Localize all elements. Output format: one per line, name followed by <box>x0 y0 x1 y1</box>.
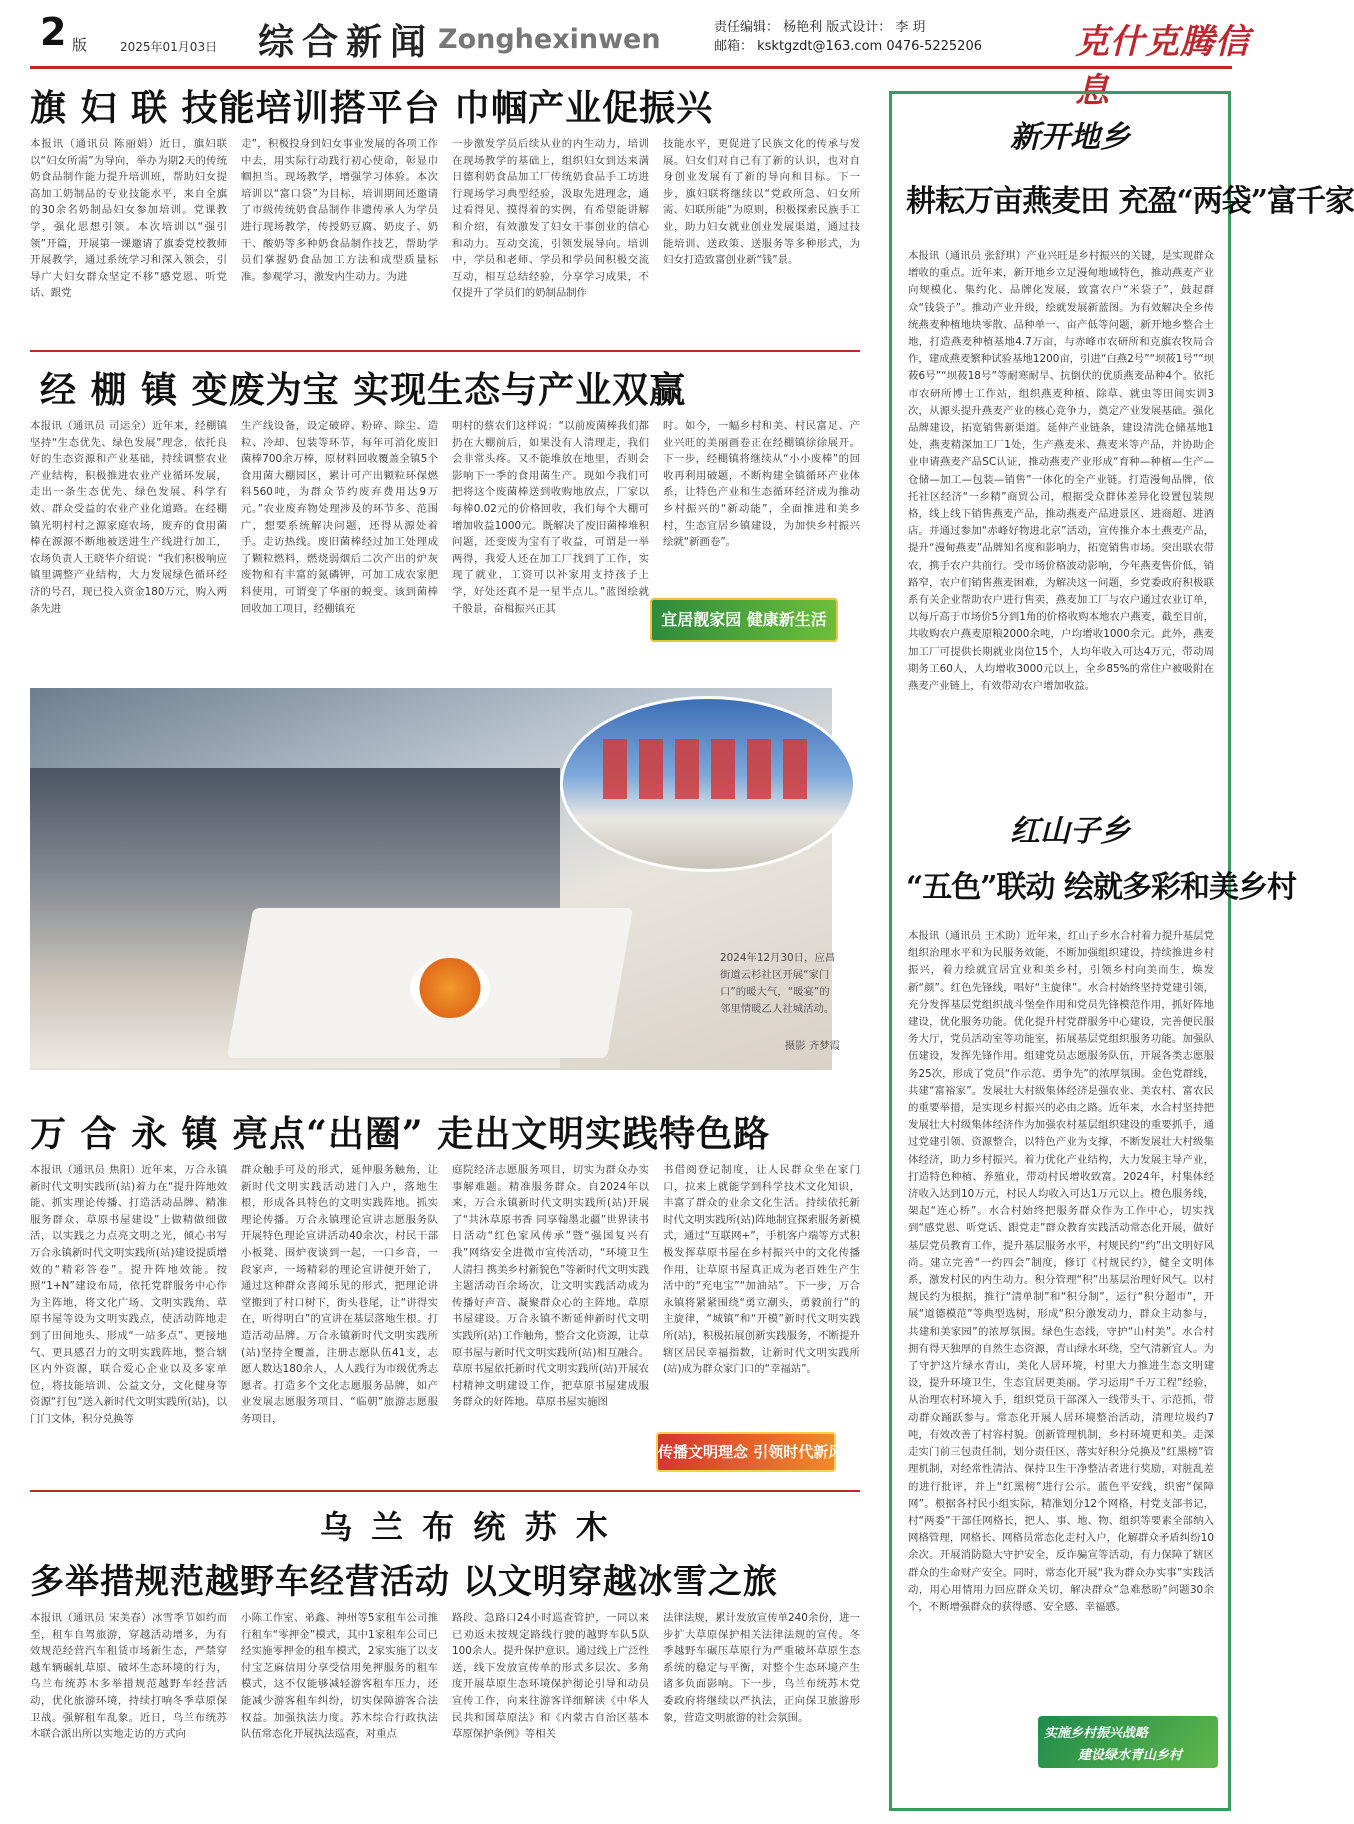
sidebar-kicker2: 红山子乡 <box>1010 814 1130 849</box>
photo-caption <box>720 950 840 1055</box>
newspaper-logo: 克什克腾信息 <box>1075 22 1250 111</box>
article4-col3: 路段、急路口24小时巡查管护，一同以来已劝返未按规定路线行驶的越野车队5队100余人。提升保护意识。通过线上广泛性送，线下发放宣传单的形式多层次、多角度开展草原生态环境保护彻论引导和动员宣传工作，向来往游客详细解读《中华人民共和国草原法》和《内蒙古自治区基本草原保护条例》等相关 <box>452 1612 649 1741</box>
editor-line: 责任编辑： 杨艳利 版式设计： 李 玥 <box>714 20 926 35</box>
article1-col4: 技能水平，更促进了民族文化的传承与发展。妇女们对自己有了新的认识，也对自身创业发展有了新的导向和目标。下一步，旗妇联将继续以“党政所急、妇女所需、妇联所能”为原则，积极探索民族手工业，助力妇女就业创业发展渠道，通过技能培训、送政策、送服务等多种形式，为妇女打造致富创业新“钱”景。 <box>663 138 860 267</box>
article4-col4: 法律法规，累计发放宣传单240余份，进一步扩大草原保护相关法律法规的宣传。冬季越野车碾压草原行为严重破坏草原生态系统的稳定与平衡，对整个生态环境产生诸多负面影响。下一步，乌兰布统苏木党委政府将继续以严执法，正向保卫旅游形象，营造文明旅游的社会氛围。 <box>663 1612 860 1724</box>
sidebar-headline1: 耕耘万亩燕麦田 充盈“两袋”富千家 <box>906 184 1354 219</box>
article4-col1: 本报讯（通讯员 宋美春）冰雪季节如约而至，租车自驾旅游，穿越活动增多，为有效规范经营汽车租赁市场新生态，严禁穿越车辆碾轧草原、破坏生态环境的行为，乌兰布统苏木多举措规范越野车经营活动，优化旅游环境，持续打响冬季草原保卫战。强解租车乱象。近日，乌兰布统苏木联合派出所以实地走访的方式向 <box>30 1612 227 1741</box>
article2-col3: 明村的蔡农们这样说：“以前废菌棒我们都扔在大棚前后，如果没有人清理走，我们会非常头疼。又不能堆放在地里，否则会影响下一季的食用菌生产。现如今我们可把将这个废菌棒送到收购地放点，厂家以每棒0.02元的价格回收，我们每个大棚可增加收益1000元。既解决了废旧菌棒堆积问题，还变废为宝有了收益，可谓是一举两得，我爱人还在加工厂找到了工作，实现了就业，工资可以补家用支持孩子上学，好处还真不是一星半点儿。”蓝图绘就千般景，奋楫振兴正其 <box>452 420 649 615</box>
masthead-divider <box>30 66 1232 69</box>
sidebar-body1: 本报讯（通讯员 张舒琪）产业兴旺是乡村振兴的关键，是实现群众增收的重点。近年来，新开地乡立足漫甸地域特色，推动燕麦产业向规模化、集约化、品牌化发展，致富农户“米袋子”，鼓起群众“钱袋子”。推动产业升级，绘就发展新蓝图。为有效解决全乡传统燕麦种植地块零散、品种单一、亩产低等问题，新开地乡整合土地，打造燕麦种植基地4.7万亩，与赤峰市农研所和克旗农牧局合作，建成燕麦繁种试验基地1200亩，引进“白燕2号”“坝莜1号”“坝莜6号”“坝莜18号”等耐寒耐旱、抗倒伏的优质燕麦品种4个。依托市农研所博士工作站，组织燕麦种植、除草、就虫等田间实训3次，从源头提升燕麦产业的核心竞争力，奠定产业发展基础。强化品牌建设，拓宽销售新渠道。延伸产业链条，建设清洗仓储基地1处，燕麦精深加工厂1处，生产燕麦米、燕麦米等产品，并协助企业申请燕麦产品SC认证，推动燕麦产业形成“育种—种植—生产—仓储—加工—包装—销售”一体化的全产业链。打造漫甸品牌，依托社区经济“一乡精”商贸公司，根据受众群体差异化设置包装规格，线上线下销售燕麦产品，推动燕麦产品进景区、进商超、进酒店。并通过参加“赤峰好物进北京”活动，宣传推介本土燕麦产品，提升“漫甸燕麦”品牌知名度和影响力，拓宽销售市场。突出联农带农，携手农户共前行。受市场价格波动影响，今年燕麦售价低，销路窄，农户们销售燕麦困难，为解决这一问题，乡党委政府积极联系有关企业帮助农户进行售卖，燕麦加工厂与农户通过农业订单，以每斤高于市场价5分到1角的价格收购本地农户燕麦，截至目前，共收购农户燕麦原粮2000余吨，户均增收1000余元。此外，燕麦加工厂可提供长期就业岗位15个，人均年收入可达4万元，带动周期务工60人，人均增收3000元以上，全乡85%的常住户被吸附在燕麦产业链上，有效带动农户增加收益。 <box>908 250 1214 693</box>
article2-headline: 经 棚 镇 变废为宝 实现生态与产业双赢 <box>40 369 687 411</box>
article-divider <box>30 1490 860 1492</box>
photo-inset-oval <box>560 696 856 872</box>
inset-red-certificates <box>603 739 813 799</box>
article4-headline: 多举措规范越野车经营活动 以文明穿越冰雪之旅 <box>30 1562 778 1602</box>
sidebar-badge-line1: 实施乡村振兴战略 <box>1044 1726 1149 1741</box>
sidebar-headline2: “五色”联动 绘就多彩和美乡村 <box>906 870 1296 905</box>
article2-col1: 本报讯（通讯员 司运全）近年来，经棚镇坚持“生态优先、绿色发展”理念，依托良好的生态资源和产业基础，持续调整农业产业结构，积极推进农业产业循环发展，走出一条生态优先、绿色发展、科学有效、群众受益的农业产业化道路。在经棚镇光明村村之源家庭农场，废弃的食用菌棒在源源不断地被送进生产线进行加工，农场负责人王晓华介绍说：“我们积极响应镇里调整产业结构，大力发展绿色循环经济的号召，现已投入资金180万元，购入两条先进 <box>30 420 227 615</box>
page-unit: 版 <box>72 36 88 54</box>
sidebar-body2: 本报讯（通讯员 王术助）近年来，红山子乡水合村着力提升基层党组织治理水平和为民服务效能，不断加强组织建设，持续推进乡村振兴，着力绘就宜居宜业和美乡村，引领乡村向美而生，焕发新“颜”。红色先锋线，唱好“主旋律”。水合村始终坚持党建引领，充分发挥基层党组织战斗堡垒作用和党员先锋模范作用，抓好阵地建设，优化服务功能。优化提升村党群服务中心建设，完善便民服务大厅，党员活动室等功能室，拓展基层党组织服务功能。加强队伍建设，发挥先锋作用。组建党员志愿服务队伍，开展各类志愿服务25次，形成了党员“作示范、勇争先”的浓厚氛围。金色党群线，共建“富裕家”。发展壮大村级集体经济是强农业、美农村、富农民的重要举措，是实现乡村振兴的必由之路。近年来，水合村坚持把发展壮大村级集体经济作为加强农村基层组织建设的重要抓手，通过党建引领、资源整合，以特色产业为支撑，不断发展壮大村级集体经济，助力乡村振兴。着力优化产业结构，大力发展主导产业，打造特色种植、养殖业，带动村民增收致富。2024年，村集体经济收入达到10万元，村民人均收入可达1万元以上。橙色服务线，架起“连心桥”。水合村始终把服务群众作为工作中心，切实找到“感党恩、听党话、跟党走”群众教育实践活动常态化开展，做好基层党员教育工作，提升基层服务水平，村规民约“约”出文明好风尚。建立完善“一约四会”制度，修订《村规民约》，健全文明体系，激发村民的内生动力。积分管理“积”出基层治理好风气。以村规民约为根据，推行“清单制”和“积分制”，运行“积分超市”，开展“道德模范”等典型选树，形成“积分激发动力，群众主动参与，共建和美家园”的浓厚氛围。绿色生态线，守护“山村美”。水合村拥有得天独厚的自然生态资源，青山绿水环绕，空气清新宜人。为了守护这片绿水青山，美化人居环境，村里大力推进生态文明建设，提升环境卫生，生态宜居更美丽。学习运用“千万工程”经验，从治理农村环境入手，组织党员干部深入一线带头干、示范抓，带动群众踊跃参与。常态化开展人居环境整治活动，清理垃圾约7吨，有效改善了村容村貌。创新管理机制，乡村环境更和美。走深走实门前三包责任制，划分责任区，落实好积分兑换及“红黑榜”管理机制，对经常性清洁、保持卫生干净整洁者进行奖励，对脏乱差的进行批评，并上“红黑榜”进行公示。蓝色平安线，织密“保障网”。根据各村民小组实际，精准划分12个网格，村党支部书记，村“两委”干部任网格长，把人、事、地、物、组织等要素全部纳入网格管理，网格长、网格员常态化走村入户，化解群众矛盾纠纷10余次。开展消防隐大守护安全，反诈骗宣等活动，有力保障了辖区群众的生命财产安全。同时，常态化开展“我为群众办实事”实践活动，用心用情用力回应群众关切，解决群众“急难愁盼”问题30余个，不断增强群众的获得感、安全感、幸福感。 <box>908 930 1214 1613</box>
article4-headline-kicker: 乌 兰 布 统 苏 木 <box>320 1508 612 1546</box>
sidebar-kicker1: 新开地乡 <box>1010 120 1130 155</box>
article3-col4: 书借阅登记制度，让人民群众坐在家门口，拉来上就能学到科学技术文化知识，丰富了群众的业余文化生活。持续依托新时代文明实践所(站)阵地制宜探索服务新模式，通过“互联网+”，手机客户端等方式积极发挥草原书屋在乡村振兴中的文化传播作用，让草原书屋真正成为老百姓生产生活中的“充电宝”“加油站”。下一步，万合永镇将紧紧围绕“勇立潮头，勇毅前行”的主旋律，“城镇”和“开模”新时代文明实践所(站)，积极拓展创新实践服务，不断提升辖区居民幸福指数，让新时代文明实践所(站)成为群众家门口的“幸福站”。 <box>663 1164 860 1376</box>
sidebar-slogan-badge <box>1038 1716 1218 1768</box>
sidebar-badge-line2: 建设绿水青山乡村 <box>1078 1748 1183 1763</box>
email-line: 邮箱： ksktgzdt@163.com 0476-5225206 <box>714 39 982 54</box>
article-divider <box>30 350 860 352</box>
news-photo <box>30 688 840 1070</box>
article1-col3: 一步激发学员后续从业的内生动力，培训在现场教学的基础上，组织妇女到达来满日德利奶食品加工厂传统奶食品手工坊进行现场学习典型经验，汲取先进理念，通过看得见、摸得着的实例，有希望能讲解和介绍，有效激发了妇女干事创业的信心和动力。互动交流，引领发展导向。培训中，学员和老师、学员和学员间积极交流互动，相互总结经验，分享学习成果，不仅提升了学员们的奶制品制作 <box>452 138 649 300</box>
article3-headline: 万 合 永 镇 亮点“出圈” 走出文明实践特色路 <box>30 1113 771 1155</box>
article3-col3: 庭院经济志愿服务项目，切实为群众办实事解难题。精准服务群众。自2024年以来，万合永镇新时代文明实践所(站)开展了“共沐草原书香 同享翰墨北疆”世界读书日活动“红色家风传承”暨“强国复兴有我”网络安全进微市宣传活动，“环境卫生人清扫 携美乡村新貌色”等新时代文明实践主题活动百余场次，让文明实践活动成为传播好声音、凝聚群众心的主阵地。草原书屋建设。万合永镇不断延伸新时代文明实践所(站)工作触角，整合文化资源，让草原书屋与新时代文明实践所(站)相互融合。草原书屋依托新时代文明实践所(站)开展农村精神文明建设工作，把草原书屋建成服务群众的好阵地。草原书屋实施图 <box>452 1164 649 1409</box>
article2-col2: 生产线设备，设定破碎、粉碎、除尘、造粒、冷却、包装等环节，每年可消化废旧菌棒700余万棒，原材料回收覆盖全镇5个食用菌大棚园区，累计可产出颗粒环保燃料560吨，为群众节约废弃费用达9万元。”农业废弃物处理涉及的环节多、范围广，想要系统解决问题，还得从源处着手。走访热线。废旧菌棒经过加工处理成了颗粒燃料，燃烧弱烟后二次产出的炉灰废物和有丰富的氮磷钾，可加工成农家肥料使用，可谓变了华丽的蜕变。该到菌棒回收加工项目，经棚镇充 <box>241 420 438 615</box>
article3-col1: 本报讯（通讯员 焦阳）近年来，万合永镇新时代文明实践所(站)着力在“提升阵地效能、抓实理论传播、打造活动品牌、精准服务群众、草原书屋建设”上做精做细做活，以实践之力点亮文明之光，倾心书写万合永镇新时代文明实践所(站)建设提质增效的“精彩答卷”。提升阵地效能。按照“1+N”建设布局，依托党群服务中心作为主阵地，将文化广场、文明实践角、草原书屋等设为文明实践点，使活动阵地走到了田间地头、形成“一站多点”、更接地气、更具感召力的文明实践阵地，整合辖区内外资源，联合爱心企业以及多家单位，将技能培训、公益文分，文化健身等资源“打包”送入新时代文明实践所(站)，以门门文体，积分兑换等 <box>30 1164 227 1425</box>
article1-col1: 本报讯（通讯员 陈丽娟）近日，旗妇联以“妇女所需”为导向，举办为期2天的传统奶食品制作能力提升培训班，帮助妇女提高加工奶制品的专业技能水平，来自全旗的30余名奶制品妇女参加培训。党课教学，强化思想引领。本次培训以“强引领”开篇，开展第一课邀请了旗委党校教师开展教学，通过系统学习和深入领会，引导广大妇女群众坚定不移”感党恩、听党话、跟党 <box>30 138 227 300</box>
article2-col4: 时。如今，一幅乡村和美、村民富足、产业兴旺的美丽画卷正在经棚镇徐徐展开。下一步，经棚镇将继续从“小小废棒”的回收再利用破题，不断构建全镇循环产业体系，让特色产业和生态循环经济成为推动乡村振兴的“新动能”，全面推进和美乡村，生态宜居乡镇建设，为加快乡村振兴绘就“新画卷”。 <box>663 420 860 549</box>
editor-info <box>714 18 982 56</box>
article1-headline: 旗 妇 联 技能培训搭平台 巾帼产业促振兴 <box>30 87 714 129</box>
article4-col2: 小陈工作室、弟鑫、神州等5家租车公司推行租车“零押金”模式，其中1家租车公司已经实施零押金的租车模式，2家实施了以支付宝芝麻信用分享受信用免押服务的租车模式，这不仅能够减轻游客租车压力，还能减少游客租车纠纷，切实保障游客合法权益。加强执法力度。苏木综合行政执法队伍常态化开展执法巡查，对重点 <box>241 1612 438 1741</box>
section-pinyin: Zonghexinwen <box>438 24 661 55</box>
article2-slogan-badge: 宜居靓家园 健康新生活 <box>650 598 838 642</box>
section-title: 综合新闻 <box>258 21 435 63</box>
article4-body <box>30 1610 860 1806</box>
photo-fruit-plate <box>410 958 490 1018</box>
page-number: 2 <box>40 10 67 54</box>
photo-credit: 摄影 齐梦霞 <box>784 1040 840 1052</box>
article3-col2: 群众触手可及的形式，延伸服务触角，让新时代文明实践活动进门入户，落地生根，形成各具特色的文明实践阵地。抓实理论传播。万合永镇理论宣讲志愿服务队开展特色理论宣讲活动40余次，村民干部小板凳、围炉夜谈到一起，一口乡音，一段家声，一场精彩的理论宣讲便开始了，通过这种群众喜闻乐见的形式，把理论讲堂搬到了村口树下，街头巷尾，让“讲得实在，听得明白”的宣讲在基层落地生根。打造活动品牌。万合永镇新时代文明实践所(站)坚持全覆盖，注册志愿队伍41支，志愿人数达180余人，人人践行为市级优秀志愿者。打造多个文化志愿服务品牌，如产业发展志愿服务项目、“临朝”旅游志愿服务项目， <box>241 1164 438 1425</box>
article1-body <box>30 136 860 336</box>
photo-caption-text: 2024年12月30日，应昌街道云杉社区开展“家门口”的暖大气，“暖宴”的邻里情暖乙人社城活动。 <box>720 952 836 1015</box>
issue-date: 2025年01月03日 <box>120 40 218 54</box>
article1-col2: 走”，积极投身到妇女事业发展的各项工作中去，用实际行动践行初心使命，彰显巾帼担当。现场教学，增强学习体验。本次培训以“富口袋”为目标，培训期间还邀请了市级传统奶食品制作非遗传承人为学员进行现场教学，传授奶豆腐、奶皮子、奶干、酸奶等多种奶食品制作技艺，帮助学员们掌握奶食品加工方法和成型质量标准。参观学习，激发内生动力。为进 <box>241 138 438 283</box>
article3-body <box>30 1162 860 1474</box>
article3-slogan-badge: 传播文明理念 引领时代新风 <box>656 1432 836 1472</box>
